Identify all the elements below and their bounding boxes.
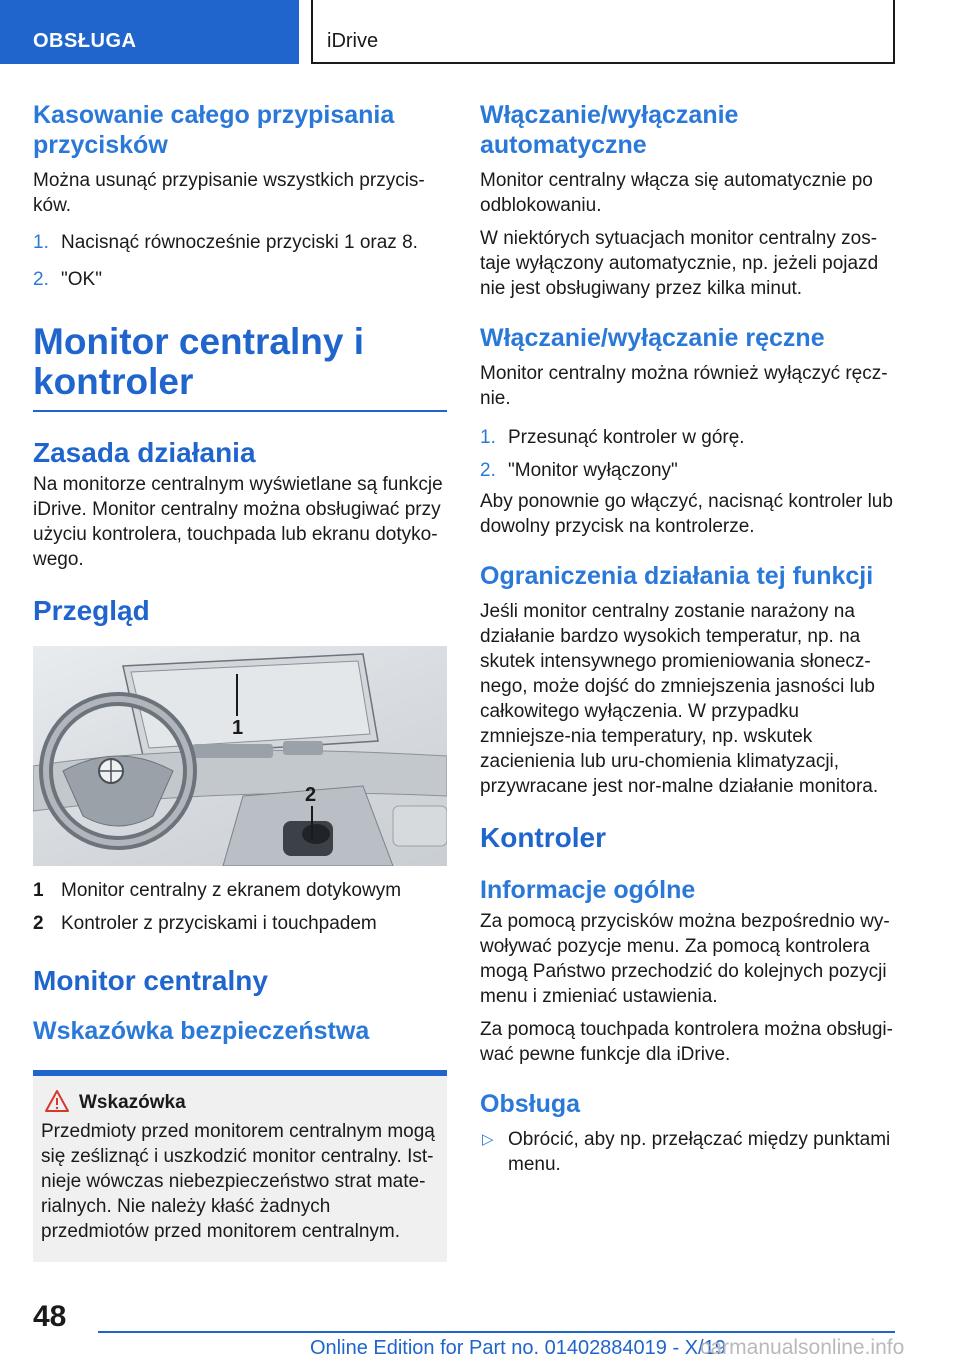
heading-central-monitor: Monitor centralny [33,965,268,996]
right-column [480,100,894,1177]
heading-controller: Kontroler [480,822,606,853]
list-item [33,267,447,292]
paragraph-limits: Jeśli monitor centralny zostanie narażony na działanie bardzo wysokich temperatur, np. na skutek intensywnego promieniowania słonecz‐nego, może dojść do zmniejszenia jasności lub całkowitego wyłączenia. W przypadku zmniejsze‐nia temperatury, np. wskutek zacienienia lub uru‐chomienia klimatyzacji, przywracane jest nor‐malne działanie monitora. [480,601,879,797]
heading-principle: Zasada działania [33,437,256,468]
list-item [480,458,894,483]
notice-text: Przedmioty przed monitorem centralnym mogą się ześliznąć i uszkodzić monitor centralny. Ist‐nieje wówczas niebezpieczeństwo strat mate‐rialnych. Nie należy kłaść żadnych przedmiotów przed monitorem centralnym. [41,1121,435,1242]
legend-item [33,911,447,936]
step-number: 1. [480,427,496,448]
step-number: 2. [33,269,49,290]
bullet-operation [480,1127,894,1177]
notice-heading [41,1090,439,1115]
warning-notice [33,1070,447,1262]
legend-key: 2 [33,913,44,934]
heading-overview: Przegląd [33,595,150,626]
section-rule [33,410,447,412]
paragraph-general-1: Za pomocą przycisków można bezpośrednio wy‐woływać pozycje menu. Za pomocą kontrolera mogą Państwo przechodzić do kolejnych pozycji menu i zmieniać ustawienia. [480,911,890,1007]
step-text: Przesunąć kontroler w górę. [508,427,745,448]
section-tab: OBSŁUGA [0,0,299,64]
footer-rule [98,1331,895,1333]
paragraph-manual: Monitor centralny można również wyłączyć ręcz‐nie. [480,363,888,409]
step-text: "OK" [61,269,102,290]
heading-monitor-controller: Monitor centralny i kontroler [33,321,364,402]
cockpit-illustration [33,646,447,866]
legend-text: Kontroler z przyciskami i touchpadem [61,913,377,934]
figure-label-2: 2 [305,784,317,806]
step-text: "Monitor wyłączony" [508,460,678,481]
triangle-bullet-icon: ▷ [482,1131,494,1148]
bullet-text: Obrócić, aby np. przełączać między punktami menu. [508,1129,891,1175]
step-number: 2. [480,460,496,481]
chapter-title: iDrive [311,0,895,64]
paragraph-general-2: Za pomocą touchpada kontrolera można obsługi‐wać pewne funkcje dla iDrive. [480,1019,893,1065]
heading-operation: Obsługa [480,1090,581,1118]
figure-label-1: 1 [232,717,244,739]
heading-limits: Ograniczenia działania tej funkcji [480,562,874,590]
figure-legend [33,878,447,936]
legend-text: Monitor centralny z ekranem dotykowym [61,880,402,901]
paragraph-auto-1: Monitor centralny włącza się automatycznie po odblokowaniu. [480,170,873,216]
watermark: carmanualsonline.info [700,1336,905,1359]
paragraph-manual-2: Aby ponownie go włączyć, nacisnąć kontroler lub dowolny przycisk na kontrolerze. [480,491,893,537]
left-column [33,100,447,1262]
heading-general-info: Informacje ogólne [480,876,696,904]
step-text: Nacisnąć równocześnie przyciski 1 oraz 8. [61,232,418,253]
heading-auto-onoff: Włączanie/wyłączanie automatyczne [480,101,739,159]
page-number: 48 [33,1300,67,1333]
paragraph-principle: Na monitorze centralnym wyświetlane są funkcje iDrive. Monitor centralny można obsługiwać przy użyciu kontrolera, touchpada lub ekranu dotyko‐wego. [33,474,443,570]
paragraph-auto-2: W niektórych sytuacjach monitor centralny zos‐taje wyłączony automatycznie, np. jeżeli pojazd nie jest obsługiwany przez kilka minut. [480,228,879,299]
legend-key: 1 [33,880,44,901]
paragraph-delete: Można usunąć przypisanie wszystkich przycis‐ków. [33,170,425,216]
warning-triangle-icon [44,1089,70,1113]
list-item [33,230,447,255]
steps-manual [480,425,894,483]
notice-title: Wskazówka [79,1092,186,1113]
heading-safety: Wskazówka bezpieczeństwa [33,1017,370,1045]
steps-delete [33,230,447,292]
heading-delete-assignment: Kasowanie całego przypisania przycisków [33,101,395,159]
edition-note: Online Edition for Part no. 01402884019 - X/19 [310,1337,726,1359]
heading-manual-onoff: Włączanie/wyłączanie ręczne [480,324,825,352]
list-item [480,425,894,450]
step-number: 1. [33,232,49,253]
cockpit-drawing [33,646,447,866]
legend-item [33,878,447,903]
